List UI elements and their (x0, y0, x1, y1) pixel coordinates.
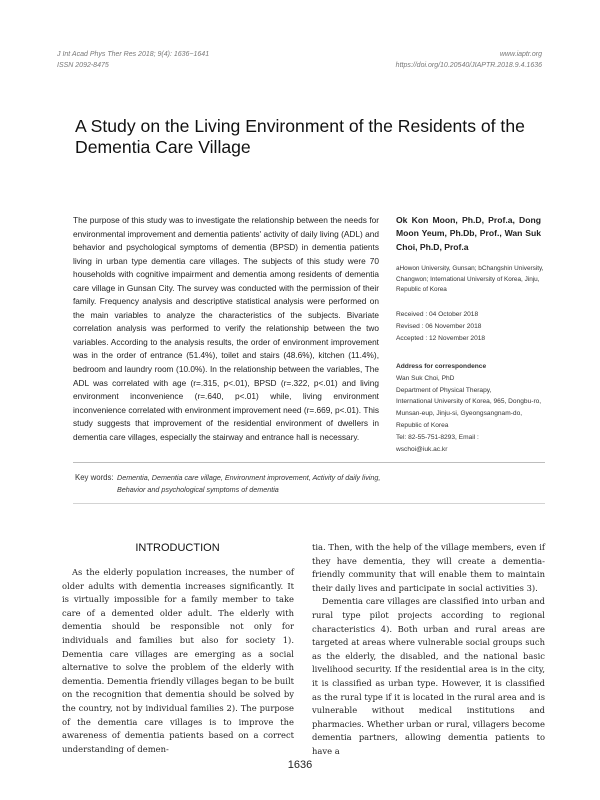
author-affiliations: aHowon University, Gunsan; bChangshin University, Changwon; International University of Korea, Jinju, Republic of Korea (396, 265, 544, 294)
paragraph: As the elderly population increases, the number of older adults with dementia increases significantly. It is virtually impossible for a family member to take care of a demented older adult. The elderly with dementia should be responsible not only for individuals and families but also for society 1). Dementia care villages are emerging as a social alternative to solve the problem of the elderly with dementia. Dementia friendly villages began to be built on the recognition that dementia should be solved by the country, not by individual families 2). The purpose of the dementia care villages is to improve the awareness of dementia patients based on a correct understanding of demen- (62, 567, 294, 754)
article-doi[interactable]: https://doi.org/10.20540/JIAPTR.2018.9.4.1636 (395, 62, 542, 69)
paragraph: Dementia care villages are classified into urban and rural type pilot projects according to regional characteristics 4). Both urban and rural areas are targeted at areas where vulnerable social groups such as the elderly, the disabled, and the national basic livelihood security. If the residential area is in the city, it is classified as urban type. However, it is classified as the rural type if it is located in the rural area and is vulnerable without medical institutions and pharmacies. Whether urban or rural, villagers become dementia partners, allowing dementia patients to have a (312, 596, 545, 756)
accepted-date: Accepted : 12 November 2018 (396, 334, 486, 342)
correspondence-email[interactable]: wschoi@iuk.ac.kr (396, 445, 448, 453)
abstract-text: The purpose of this study was to investigate the relationship between the needs for environmental improvement and dementia patients' activity of daily living (ADL) and behavior and psychological symptoms of dementia (BPSD) in dementia patients living in urban type dementia care villages. The subjects of this study were 70 households with cognitive impairment and dementia among residents of dementia care village in Gunsan City. The survey was conducted with the permission of their family. Frequency analysis and descriptive statistical analysis were performed on the main variables to analyze the characteristics of the subjects. Bivariate correlation analysis was performed to verify the relationship between the two variables. According to the analysis results, the order of environment improvement was in the order of entrance (51.4%), toilet and stairs (48.6%), kitchen (11.4%), bedroom and laundry room (10.0%). In the relationship between the variables, The ADL was correlated with age (r=.315, p<.01), BPSD (r=.322, p<.01) and living environment inconvenience (r=.640, p<.01) while, living environment inconvenience correlated with environment improvement need (r=.669, p<.01). This study suggests that improvement of the residential environment of dwellers in dementia care villages, especially the stairway and entrance hall is necessary. (73, 215, 379, 442)
correspondence-dept: Department of Physical Therapy, (396, 386, 492, 394)
journal-header-left (57, 49, 209, 71)
keywords-label: Key words: (75, 473, 114, 482)
page-number: 1636 (287, 759, 313, 771)
correspondence-tel: Tel: 82-55-751-8293, Email : (396, 433, 479, 441)
paragraph: tia. Then, with the help of the village members, even if they have dementia, they will create a dementia-friendly community that will enable them to maintain their daily lives and participate in social activities 3). (312, 542, 545, 593)
paper-title: A Study on the Living Environment of the Residents of the Dementia Care Village (75, 116, 525, 157)
section-heading-introduction: INTRODUCTION (135, 542, 220, 554)
journal-citation: J Int Acad Phys Ther Res 2018; 9(4): 1636~1641 (57, 51, 210, 58)
body-column-left (62, 566, 294, 756)
correspondence-block (396, 361, 546, 455)
keywords-text: Dementia, Dementia care village, Environment improvement, Activity of daily living, Behavior and psychological symptoms of dementia (117, 473, 381, 494)
journal-issn: ISSN 2092-8475 (57, 62, 109, 69)
keywords-bottom-divider (73, 503, 545, 504)
correspondence-heading: Address for correspondence (396, 363, 487, 370)
correspondence-address: International University of Korea, 965, Dongbu-ro, Munsan-eup, Jinju-si, Gyeongsangnam-do, Republic of Korea (396, 398, 542, 429)
revised-date: Revised : 06 November 2018 (396, 322, 482, 330)
article-dates (396, 309, 544, 344)
author-list: Ok Kon Moon, Ph.D, Prof.a, Dong Moon Yeum, Ph.Db, Prof., Wan Suk Choi, Ph.D, Prof.a (396, 215, 541, 252)
keywords-top-divider (73, 462, 545, 463)
body-column-right (312, 541, 545, 759)
correspondence-name: Wan Suk Choi, PhD (396, 374, 455, 382)
journal-header-right (396, 49, 542, 71)
received-date: Received : 04 October 2018 (396, 311, 479, 318)
journal-website[interactable]: www.iaptr.org (499, 51, 542, 58)
